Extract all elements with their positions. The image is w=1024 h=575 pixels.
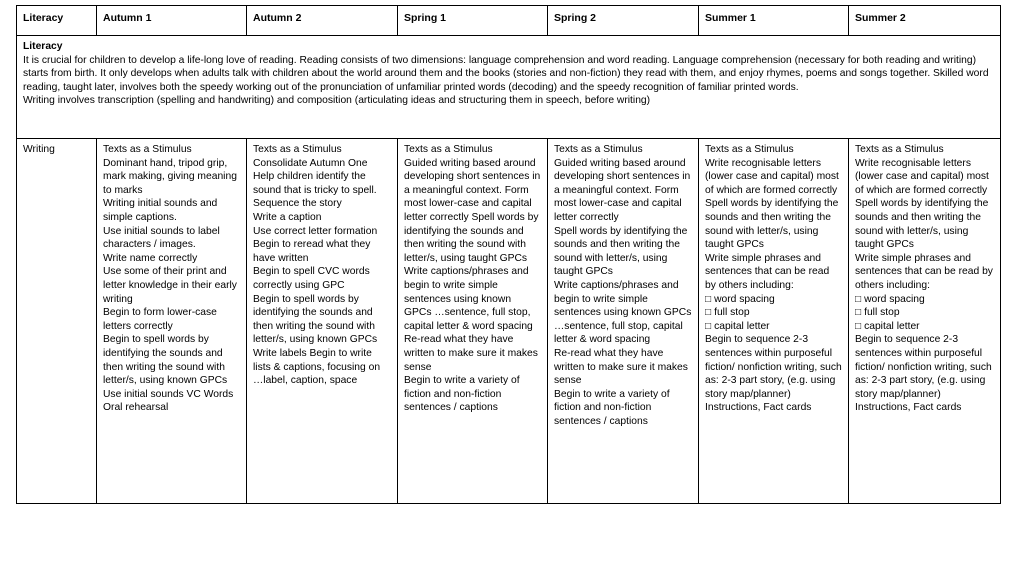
- header-autumn-1: Autumn 1: [97, 6, 247, 36]
- cell-line: Spell words by identifying the sounds and then writing the sound with letter/s, using taught GPCs: [554, 225, 688, 278]
- writing-spring-1: [398, 139, 548, 504]
- cell-line: Instructions, Fact cards: [855, 402, 962, 414]
- header-summer-2: Summer 2: [849, 6, 1001, 36]
- cell-line: Begin to write a variety of fiction and non-fiction sentences / captions: [554, 388, 670, 427]
- intro-text: It is crucial for children to develop a life-long love of reading. Reading consists of two dimensions: language comprehension and word reading. Language comprehension (necessary for both reading and writing) starts from birth. It only develops when adults talk with children about the world around them and the books (stories and non-fiction) they read with them, and enjoy rhymes, poems and songs together. Skilled word reading, taught later, involves both the speedy working out of the pronunciation of unfamiliar printed words (decoding) and the speedy recognition of familiar printed words.: [23, 54, 989, 93]
- cell-line: Use initial sounds to label characters / images.: [103, 225, 220, 251]
- cell-line: Write simple phrases and sentences that can be read by others including:: [855, 252, 993, 291]
- intro-text-writing: Writing involves transcription (spelling and handwriting) and composition (articulating ideas and structuring them in speech, before writing): [23, 95, 651, 107]
- cell-line: Begin to write a variety of fiction and non-fiction sentences / captions: [404, 375, 520, 414]
- cell-line: Begin to spell CVC words correctly using GPC: [253, 266, 370, 291]
- cell-line: Begin to form lower-case letters correctly: [103, 307, 217, 332]
- writing-summer-1: [699, 139, 849, 504]
- cell-line: □ capital letter: [855, 320, 920, 332]
- cell-line: Sequence the story: [253, 198, 342, 210]
- cell-line: Guided writing based around developing short sentences in a meaningful context. Form most lower-case and capital letter correctly: [554, 157, 691, 223]
- cell-line: Write captions/phrases and begin to write simple sentences using known GPCs: [554, 279, 692, 319]
- header-autumn-2: Autumn 2: [247, 6, 398, 36]
- cell-line: Use initial sounds VC Words: [103, 388, 234, 400]
- cell-line: Begin to sequence 2-3 sentences within purposeful fiction/ nonfiction writing, such as: 2-3 part story, (e.g. using story map/planner): [855, 334, 992, 400]
- cell-line: Re-read what they have written to make sure it makes sense: [554, 347, 688, 387]
- intro-row: [17, 36, 1001, 139]
- cell-line: □ word spacing: [855, 293, 925, 305]
- cell-line: □ full stop: [705, 307, 750, 319]
- intro-cell: [17, 36, 1001, 139]
- header-summer-1: Summer 1: [699, 6, 849, 36]
- cell-line: Texts as a Stimulus: [253, 144, 342, 155]
- cell-line: Dominant hand, tripod grip, mark making, giving meaning to marks: [103, 157, 237, 196]
- cell-line: Write simple phrases and sentences that can be read by others including:: [705, 252, 830, 291]
- cell-line: Writing initial sounds and simple captions.: [103, 198, 218, 223]
- cell-line: …sentence, full stop, capital letter & word spacing: [554, 320, 683, 346]
- writing-summer-2: [849, 139, 1001, 504]
- writing-row: [17, 139, 1001, 504]
- cell-line: □ word spacing: [705, 293, 775, 305]
- header-row: [17, 6, 1001, 36]
- cell-line: Texts as a Stimulus: [554, 144, 643, 155]
- cell-line: Write labels Begin to write lists & captions, focusing on …label, caption, space: [253, 347, 381, 387]
- cell-line: Texts as a Stimulus: [404, 144, 493, 155]
- writing-autumn-2: [247, 139, 398, 504]
- cell-line: Begin to spell words by identifying the sounds and then writing the sound with letter/s, using known GPCs: [103, 334, 228, 387]
- cell-line: Oral rehearsal: [103, 402, 169, 414]
- cell-line: Begin to spell words by identifying the sounds and then writing the sound with letter/s, using known GPCs: [253, 293, 378, 346]
- curriculum-table: [16, 5, 1001, 504]
- cell-line: Begin to reread what they have written: [253, 239, 371, 264]
- cell-line: Write recognisable letters (lower case and capital) most of which are formed correctly Spell words by identifying the sounds and then writing the sound with letter/s, using taught GPCs: [855, 157, 989, 251]
- writing-autumn-1: [97, 139, 247, 504]
- header-spring-1: Spring 1: [398, 6, 548, 36]
- cell-line: Use correct letter formation: [253, 225, 378, 237]
- header-spring-2: Spring 2: [548, 6, 699, 36]
- cell-line: Write a caption: [253, 211, 322, 223]
- header-literacy: Literacy: [17, 6, 97, 36]
- cell-line: Guided writing based around developing short sentences in a meaningful context. Form most lower-case and capital letter correctly Spell words by identifying the sounds and then writing the sound with letter/s, using taught GPCs: [404, 157, 541, 264]
- cell-line: Texts as a Stimulus: [103, 144, 192, 155]
- cell-line: Help children identify the sound that is tricky to spell.: [253, 171, 377, 196]
- cell-line: Write recognisable letters (lower case and capital) most of which are formed correctly Spell words by identifying the sounds and then writing the sound with letter/s, using taught GPCs: [705, 157, 839, 251]
- cell-line: Write captions/phrases and begin to write simple sentences using known GPCs …sentence, full stop, capital letter & word spacing Re-read what they have written to make sure it makes sense: [404, 266, 538, 373]
- writing-spring-2: [548, 139, 699, 504]
- cell-line: Use some of their print and letter knowledge in their early writing: [103, 266, 237, 305]
- cell-line: Write name correctly: [103, 252, 198, 264]
- writing-label: Writing: [17, 139, 97, 504]
- cell-line: Begin to sequence 2-3 sentences within purposeful fiction/ nonfiction writing, such as: 2-3 part story, (e.g. using story map/planner): [705, 334, 842, 400]
- cell-line: □ full stop: [855, 307, 900, 319]
- cell-line: □ capital letter: [705, 320, 770, 332]
- cell-line: Consolidate Autumn One: [253, 157, 368, 169]
- intro-title: Literacy: [23, 41, 63, 52]
- cell-line: Texts as a Stimulus: [855, 144, 944, 155]
- cell-line: Instructions, Fact cards: [705, 402, 812, 414]
- cell-line: Texts as a Stimulus: [705, 144, 794, 155]
